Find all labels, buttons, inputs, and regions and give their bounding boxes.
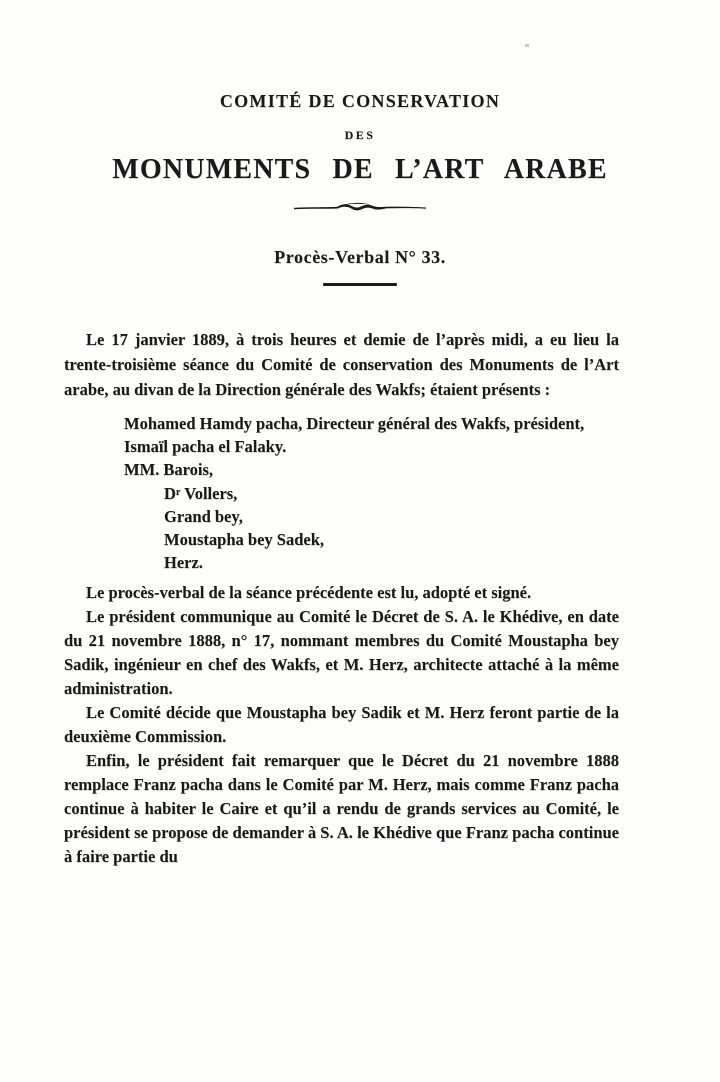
- attendee-line: MM. Barois,: [124, 460, 214, 479]
- attendees-list: [124, 412, 619, 574]
- paragraph-proces-verbal: Le procès-verbal de la séance précédente est lu, adopté et signé.: [86, 583, 532, 603]
- heading-rule: [323, 283, 397, 286]
- header-des-word: DES: [344, 128, 376, 142]
- section-heading: Procès-Verbal N° 33.: [274, 247, 446, 267]
- attendee-line: Grand bey,: [164, 507, 243, 527]
- committee-name: COMITÉ DE CONSERVATION: [219, 91, 501, 111]
- attendee-line: Herz.: [164, 553, 203, 573]
- attendee-line: [164, 481, 619, 505]
- attendee-line: Ismaïl pacha el Falaky.: [124, 437, 287, 456]
- attendee-line: Moustapha bey Sadek,: [164, 530, 324, 550]
- main-title: MONUMENTS DE L’ART ARABE: [112, 154, 608, 185]
- scan-artifact-dot: [525, 44, 529, 47]
- paragraph-intro: Le 17 janvier 1889, à trois heures et demie de l’après midi, a eu lieu la trente-troisième séance du Comité de conservation des Monuments de l’Art arabe, au divan de la Direction générale des Wakfs; étaient présents :: [64, 330, 619, 399]
- attendee-name-superscript: r: [175, 487, 181, 498]
- attendee-line: Mohamed Hamdy pacha, Directeur général des Wakfs, président,: [124, 414, 585, 433]
- paragraph-commission: Le Comité décide que Moustapha bey Sadik et M. Herz feront partie de la deuxième Commission.: [64, 703, 619, 747]
- attendee-name-prefix: D: [164, 484, 176, 504]
- body-text: [64, 327, 619, 869]
- ornament-divider: [0, 201, 720, 214]
- paragraph-decret: Le président communique au Comité le Décret de S. A. le Khédive, en date du 21 novembre 1888, n° 17, nommant membres du Comité Moustapha bey Sadik, ingénieur en chef des Wakfs, et M. Herz, architecte attaché à la même administration.: [64, 607, 619, 699]
- document-header: [0, 0, 720, 214]
- attendee-name-rest: Vollers,: [180, 484, 238, 504]
- ornament-flourish-icon: [294, 201, 426, 214]
- paragraph-franz-pacha: Enfin, le président fait remarquer que le Décret du 21 novembre 1888 remplace Franz pacha dans le Comité par M. Herz, mais comme Franz pacha continue à habiter le Caire et qu’il a rendu de grands services au Comité, le président se propose de demander à S. A. le Khédive que Franz pacha continue à faire partie du: [64, 751, 619, 867]
